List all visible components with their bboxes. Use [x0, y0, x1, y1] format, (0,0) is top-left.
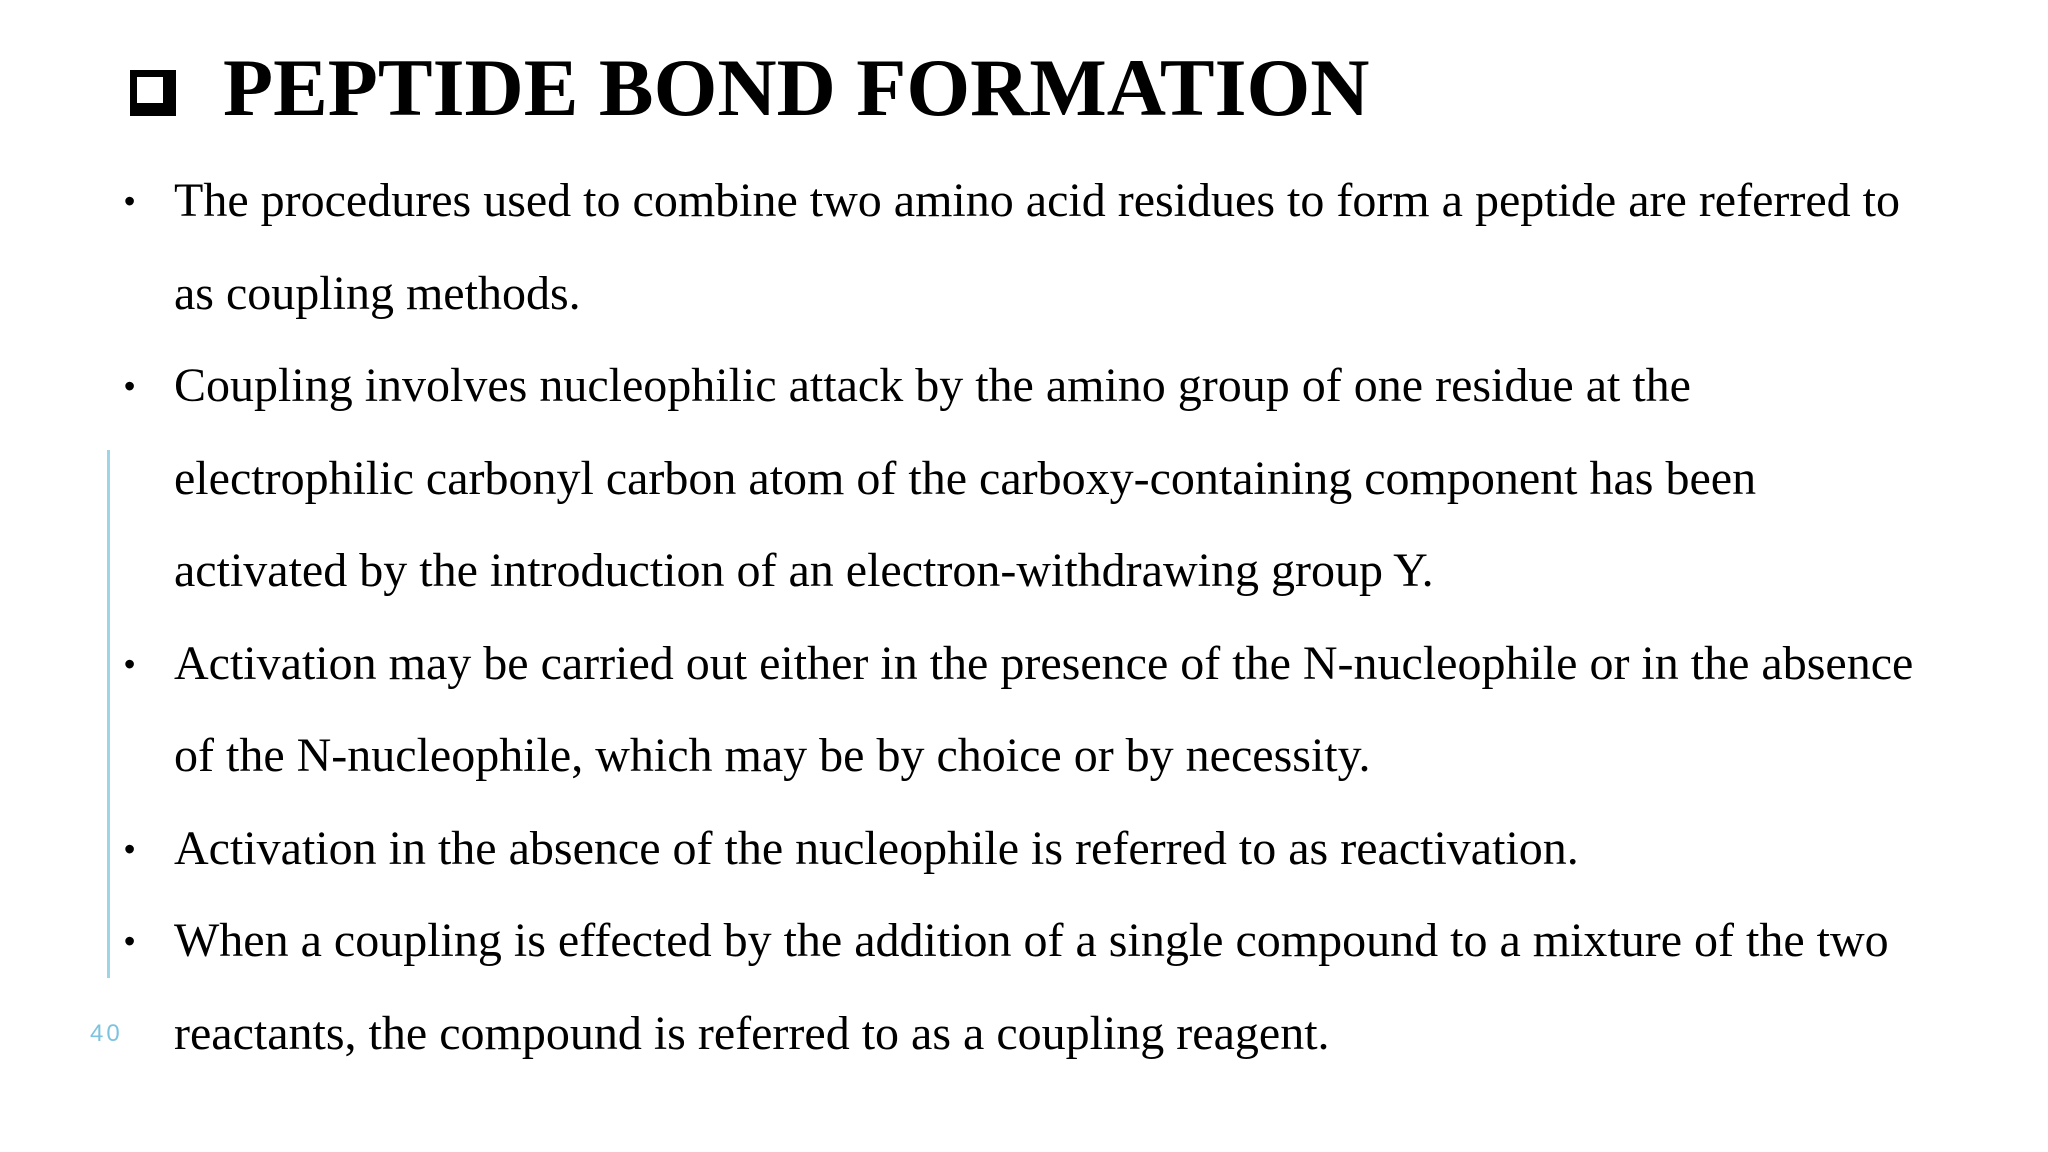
bullet-line: Coupling involves nucleophilic attack by the amino group of one residue at the: [174, 359, 1691, 412]
bullet-item: [124, 803, 2044, 896]
bullet-line: The procedures used to combine two amino acid residues to form a peptide are referred to: [174, 174, 1901, 227]
bullet-item: [124, 155, 2044, 340]
bullet-item: [124, 895, 2044, 1080]
bullet-line: as coupling methods.: [174, 266, 581, 320]
bullet-item: [124, 340, 2044, 618]
bullet-line: activated by the introduction of an electron-withdrawing group Y.: [174, 544, 1434, 597]
bullet-item: [124, 618, 2044, 803]
slide-title: [130, 40, 1370, 136]
bullet-dot-icon: •: [124, 183, 136, 219]
bullet-dot-icon: •: [124, 368, 136, 404]
bullet-line: Activation in the absence of the nucleophile is referred to as reactivation.: [174, 821, 1579, 875]
slide-title-text: PEPTIDE BOND FORMATION: [223, 42, 1370, 133]
bullet-line: of the N-nucleophile, which may be by choice or by necessity.: [174, 729, 1371, 782]
bullet-dot-icon: •: [124, 923, 136, 959]
bullet-list: [124, 155, 2044, 1080]
bullet-line: electrophilic carbonyl carbon atom of the carboxy-containing component has been: [174, 451, 1757, 505]
checkbox-square-icon: [130, 70, 170, 110]
page-number: 40: [90, 1020, 123, 1047]
bullet-dot-icon: •: [124, 645, 136, 682]
accent-divider: [107, 450, 110, 978]
bullet-line: Activation may be carried out either in the presence of the N-nucleophile or in the absence: [174, 636, 1914, 690]
bullet-line: When a coupling is effected by the addition of a single compound to a mixture of the two: [174, 914, 1889, 967]
bullet-line: reactants, the compound is referred to as a coupling reagent.: [174, 1006, 1330, 1060]
bullet-dot-icon: •: [124, 830, 136, 867]
